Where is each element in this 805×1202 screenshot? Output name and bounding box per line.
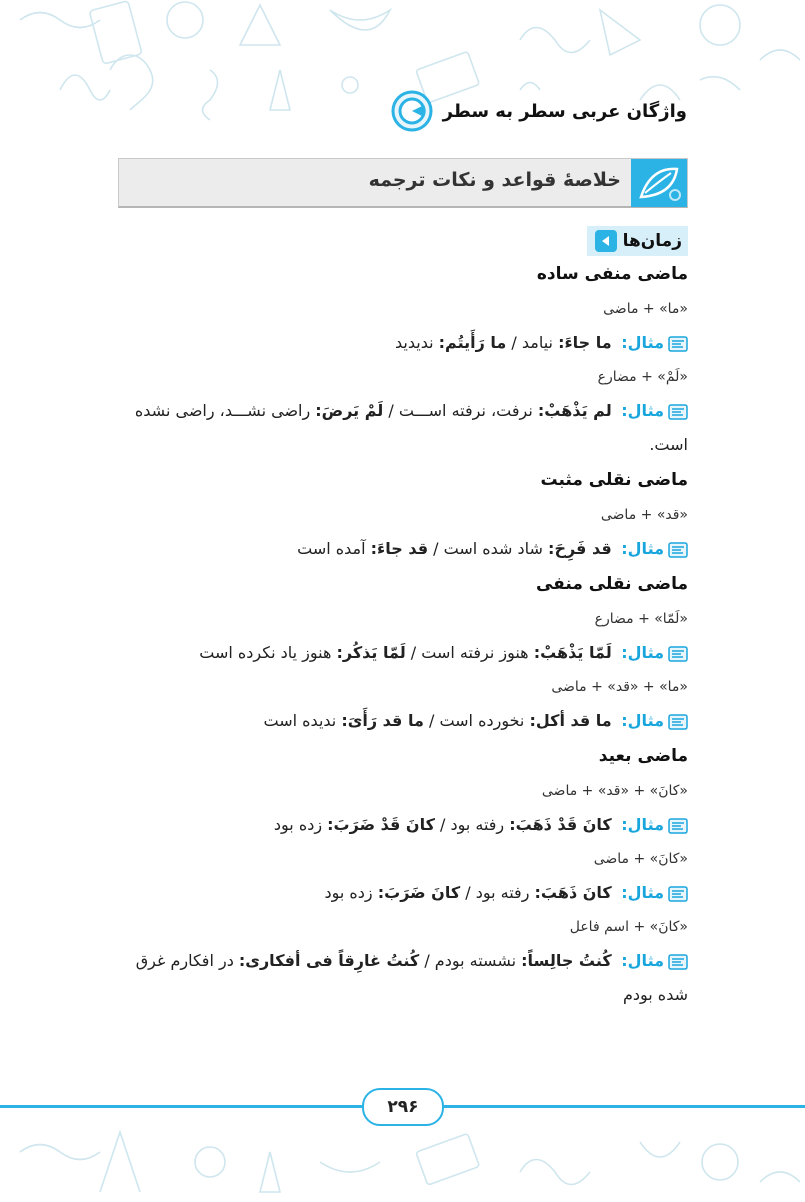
example-line	[118, 394, 688, 462]
example-translation: نشسته بودم /	[419, 951, 522, 970]
example-arabic: لَمّا یَذکُر:	[336, 643, 406, 662]
grammar-content	[118, 226, 688, 1012]
example-translation: نیامد /	[506, 333, 559, 352]
rule-formula: «ما» + ماضی	[603, 301, 688, 317]
example-translation: رفته بود /	[460, 883, 535, 902]
example-translation: نرفت، نرفته اســـت /	[383, 401, 538, 420]
example-arabic: کانَ ذَهَبَ:	[534, 883, 612, 902]
example-translation: راضی نشـــد، راضی نشده است.	[134, 401, 688, 454]
rule-formula: «لَمّا» + مضارع	[594, 611, 688, 627]
rule-formula: «کانَ» + ماضی	[593, 851, 688, 867]
example-translation: نخورده است /	[423, 711, 530, 730]
leaf-icon	[631, 159, 687, 207]
example-translation: ندیدید	[395, 333, 439, 352]
example-translation: در افکارم غرق شده بودم	[135, 951, 688, 1004]
rule-formula: «ما» + «قد» + ماضی	[551, 679, 688, 695]
example-translation: زده بود	[273, 815, 328, 834]
example-arabic: ما قد أکل:	[529, 711, 612, 730]
example-arabic: قد جاءَ:	[370, 539, 429, 558]
example-arabic: ما جاءَ:	[558, 333, 612, 352]
rule-formula: «کانَ» + اسم فاعل	[569, 919, 688, 935]
example-line	[118, 876, 688, 910]
chapter-title: واژگان عربی سطر به سطر	[442, 100, 687, 122]
example-arabic: کُنتُ جالِساً:	[521, 951, 612, 970]
example-label: مثال:	[615, 643, 664, 662]
example-label: مثال:	[615, 883, 664, 902]
example-icon	[668, 714, 688, 730]
example-arabic: ما قد رَأَیَ:	[341, 711, 424, 730]
section-tag	[587, 226, 688, 256]
rule-heading: ماضی منفی ساده	[536, 264, 688, 284]
example-label: مثال:	[615, 951, 664, 970]
pie-chart-icon	[391, 90, 433, 132]
example-arabic: کانَ قَدْ ذَهَبَ:	[509, 815, 612, 834]
rule-formula: «کانَ» + «قد» + ماضی	[541, 783, 688, 799]
example-translation: زده بود	[324, 883, 378, 902]
example-line	[118, 532, 688, 566]
example-translation: آمده است	[297, 539, 371, 558]
example-line	[118, 636, 688, 670]
example-label: مثال:	[615, 711, 664, 730]
example-arabic: ما رَأَیتُم:	[438, 333, 507, 352]
example-icon	[668, 404, 688, 420]
example-icon	[668, 954, 688, 970]
example-label: مثال:	[615, 401, 664, 420]
decorative-doodle-footer	[0, 1102, 805, 1202]
example-translation: هنوز نرفته است /	[405, 643, 534, 662]
example-icon	[668, 542, 688, 558]
section-label: زمان‌ها	[622, 231, 682, 251]
example-arabic: لم یَذْهَبْ:	[537, 401, 612, 420]
page-number: ۲۹۶	[362, 1088, 444, 1126]
example-arabic: کانَ قَدْ ضَرَبَ:	[327, 815, 435, 834]
example-label: مثال:	[615, 333, 664, 352]
example-line	[118, 326, 688, 360]
rule-formula: «لَمْ» + مضارع	[597, 369, 688, 385]
example-label: مثال:	[615, 815, 664, 834]
example-translation: شاد شده است /	[428, 539, 549, 558]
rule-heading: ماضی نقلی منفی	[535, 574, 688, 594]
example-translation: رفته بود /	[434, 815, 510, 834]
rule-heading: ماضی بعید	[598, 746, 688, 766]
rule-list	[118, 256, 688, 1012]
summary-title-box	[118, 158, 688, 208]
example-label: مثال:	[615, 539, 664, 558]
example-arabic: لَمْ یَرضَ:	[315, 401, 384, 420]
rule-formula: «قد» + ماضی	[600, 507, 688, 523]
example-line	[118, 944, 688, 1012]
rule-heading: ماضی نقلی مثبت	[540, 470, 688, 490]
example-icon	[668, 818, 688, 834]
arrow-left-icon	[595, 230, 617, 252]
example-arabic: کُنتُ غارِقاً فی أفکاری:	[238, 951, 420, 970]
example-arabic: کانَ ضَرَبَ:	[377, 883, 461, 902]
example-icon	[668, 646, 688, 662]
example-icon	[668, 886, 688, 902]
example-icon	[668, 336, 688, 352]
example-arabic: لَمّا یَذْهَبْ:	[533, 643, 612, 662]
example-line	[118, 808, 688, 842]
example-translation: هنوز یاد نکرده است	[199, 643, 337, 662]
example-translation: ندیده است	[263, 711, 342, 730]
example-line	[118, 704, 688, 738]
example-arabic: قد فَرِحَ:	[548, 539, 612, 558]
chapter-header	[391, 90, 687, 132]
summary-title: خلاصهٔ قواعد و نکات ترجمه	[368, 169, 621, 191]
